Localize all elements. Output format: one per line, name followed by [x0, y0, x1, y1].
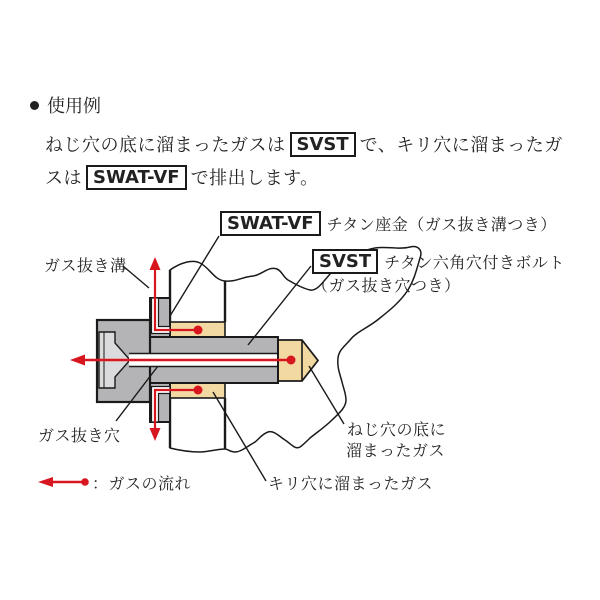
paragraph-line-2: [45, 164, 319, 190]
drill-hole-gas-label: キリ穴に溜まったガス: [268, 474, 434, 493]
bolt-callout: [312, 249, 565, 274]
screw-hole-gas-label-line1: ねじ穴の底に: [347, 420, 447, 439]
screw-hole-gas-label-line2: 溜まったガス: [346, 441, 446, 460]
section-heading: [30, 92, 101, 118]
svst-part-code-box: SVST: [290, 132, 356, 157]
legend-gas-flow-label: ：ガスの流れ: [92, 474, 192, 493]
bolt-part-code-box: SVST: [312, 249, 378, 274]
paragraph-text: スは: [45, 168, 82, 189]
bullet-icon: [30, 101, 39, 110]
paragraph-text: で、キリ穴に溜まったガ: [359, 135, 563, 156]
paragraph-text: で排出します。: [190, 168, 319, 189]
paragraph-text: ねじ穴の底に溜まったガスは: [45, 135, 286, 156]
bolt-description-line2: （ガス抜き穴つき）: [312, 276, 461, 295]
vent-groove-label: ガス抜き溝: [44, 256, 127, 275]
washer-description: チタン座金（ガス抜き溝つき）: [326, 215, 557, 234]
section-heading-text: 使用例: [47, 96, 101, 117]
paragraph-line-1: [45, 131, 563, 157]
washer-callout: [220, 211, 557, 236]
bolt-description: チタン六角穴付きボルト: [384, 253, 565, 272]
legend-flow-arrow-icon: [38, 477, 89, 487]
swat-vf-part-code-box: SWAT-VF: [86, 165, 187, 190]
washer-part-code-box: SWAT-VF: [220, 211, 321, 236]
vent-hole-label: ガス抜き穴: [38, 426, 121, 445]
